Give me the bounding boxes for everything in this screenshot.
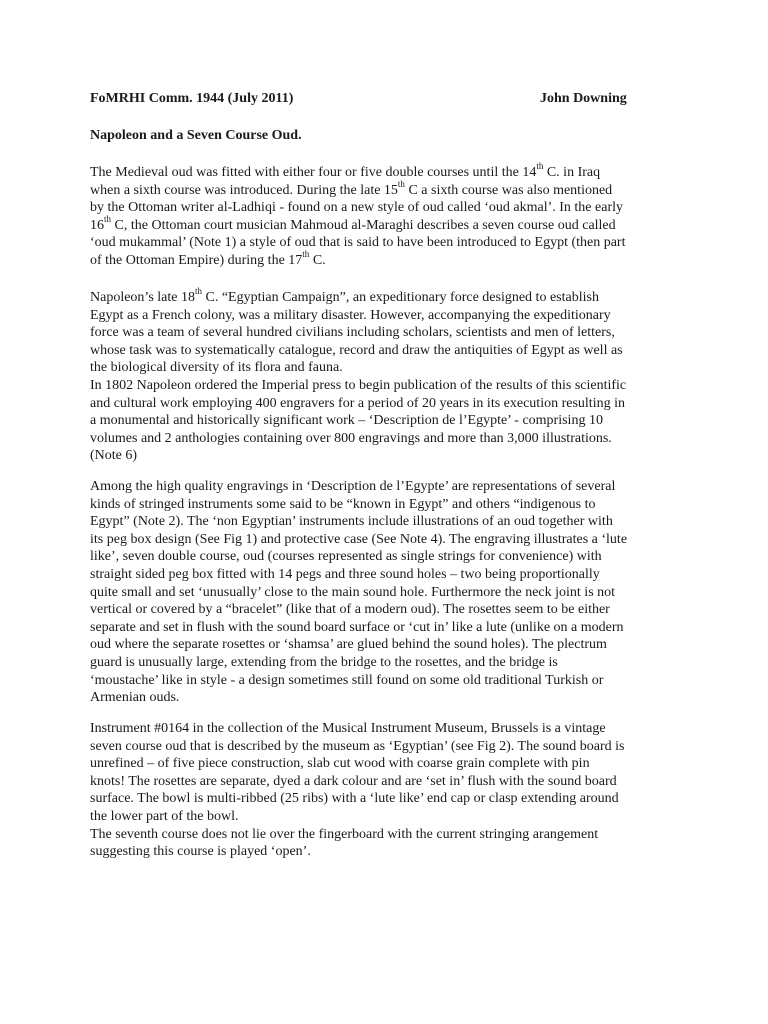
text-line: the biological diversity of its flora and fauna. [90, 360, 343, 376]
text-line: like’, seven double course, oud (courses represented as single strings for convenience) with [90, 549, 602, 565]
text-line: whose task was to systematically catalogue, record and draw the antiquities of Egypt as well as [90, 342, 623, 358]
text-line: unrefined – of five piece construction, slab cut wood with coarse grain complete with pin [90, 756, 590, 772]
text-line: ‘oud mukammal’ (Note 1) a style of oud that is said to have been introduced to Egypt (then part [90, 235, 626, 251]
text-line: Egypt” (Note 2). The ‘non Egyptian’ instruments include illustrations of an oud together with [90, 514, 613, 530]
text-line: The seventh course does not lie over the fingerboard with the current stringing arangement [90, 826, 599, 842]
paragraph-2 [90, 286, 650, 465]
paragraph-3 [90, 478, 650, 707]
text-line: quite small and set ‘unusually’ close to the main sound hole. Furthermore the neck joint is not [90, 584, 616, 600]
text-line: of the Ottoman Empire) during the 17th C. [90, 249, 326, 268]
text-line: its peg box design (See Fig 1) and protective case (See Note 4). The engraving illustrates a ‘lute [90, 531, 628, 547]
text-line: force was a team of several hundred civilians including scholars, scientists and men of letters, [90, 325, 615, 341]
text-line: when a sixth course was introduced. During the late 15th C a sixth course was also mentioned [90, 178, 613, 198]
text-line: The Medieval oud was fitted with either four or five double courses until the 14th C. in Iraq [90, 161, 601, 180]
text-line: straight sided peg box fitted with 14 pegs and three sound holes – two being proportionally [90, 566, 600, 582]
text-line: the lower part of the bowl. [90, 808, 239, 824]
author-name: John Downing [540, 91, 627, 106]
text-line: In 1802 Napoleon ordered the Imperial press to begin publication of the results of this scientific [90, 377, 627, 393]
text-line: Instrument #0164 in the collection of the Musical Instrument Museum, Brussels is a vintage [90, 721, 606, 736]
text-line: and cultural work employing 400 engravers for a period of 20 years in its execution resulting in [90, 395, 625, 411]
text-line: 16th C, the Ottoman court musician Mahmoud al-Maraghi describes a seven course oud called [90, 214, 616, 233]
text-line: suggesting this course is played ‘open’. [90, 844, 311, 860]
text-line: seven course oud that is described by the museum as ‘Egyptian’ (see Fig 2). The sound board is [90, 738, 625, 754]
header [90, 90, 635, 108]
text-line: (Note 6) [90, 448, 138, 464]
text-line: surface. The bowl is multi-ribbed (25 ribs) with a ‘lute like’ end cap or clasp extending around [90, 791, 619, 807]
text-line: kinds of stringed instruments some said to be “known in Egypt” and others “indigenous to [90, 496, 596, 512]
text-line: ‘moustache’ like in style - a design sometimes still found on some old traditional Turkish or [90, 672, 604, 688]
text-line: Armenian ouds. [90, 690, 180, 706]
article-title: Napoleon and a Seven Course Oud. [90, 128, 302, 143]
text-line: separate and set in flush with the sound board surface or ‘cut in’ like a lute (unlike on a modern [90, 619, 624, 635]
paragraph-4 [90, 720, 650, 861]
comm-reference: FoMRHI Comm. 1944 (July 2011) [90, 91, 294, 106]
text-line: knots! The rosettes are separate, dyed a dark colour and are ‘set in’ flush with the sound board [90, 773, 617, 789]
text-line: oud where the separate rosettes or ‘shamsa’ are glued behind the sound holes). The plectrum [90, 637, 607, 653]
text-line: volumes and 2 anthologies containing over 800 engravings and more than 3,000 illustrations. [90, 430, 612, 446]
text-line: a monumental and historically significant work – ‘Description de l’Egypte’ - comprising 10 [90, 413, 603, 429]
text-line: Among the high quality engravings in ‘Description de l’Egypte’ are representations of several [90, 479, 616, 494]
text-line: guard is unusually large, extending from the bridge to the rosettes, and the bridge is [90, 654, 558, 670]
paragraph-1 [90, 161, 650, 270]
text-line: vertical or covered by a “bracelet” (like that of a modern oud). The rosettes seem to be either [90, 602, 610, 618]
text-line: Egypt as a French colony, was a military disaster. However, accompanying the expeditionary [90, 307, 611, 323]
text-line: Napoleon’s late 18th C. “Egyptian Campaign”, an expeditionary force designed to establish [90, 286, 599, 305]
text-line: by the Ottoman writer al-Ladhiqi - found on a new style of oud called ‘oud akmal’. In the early [90, 200, 623, 216]
